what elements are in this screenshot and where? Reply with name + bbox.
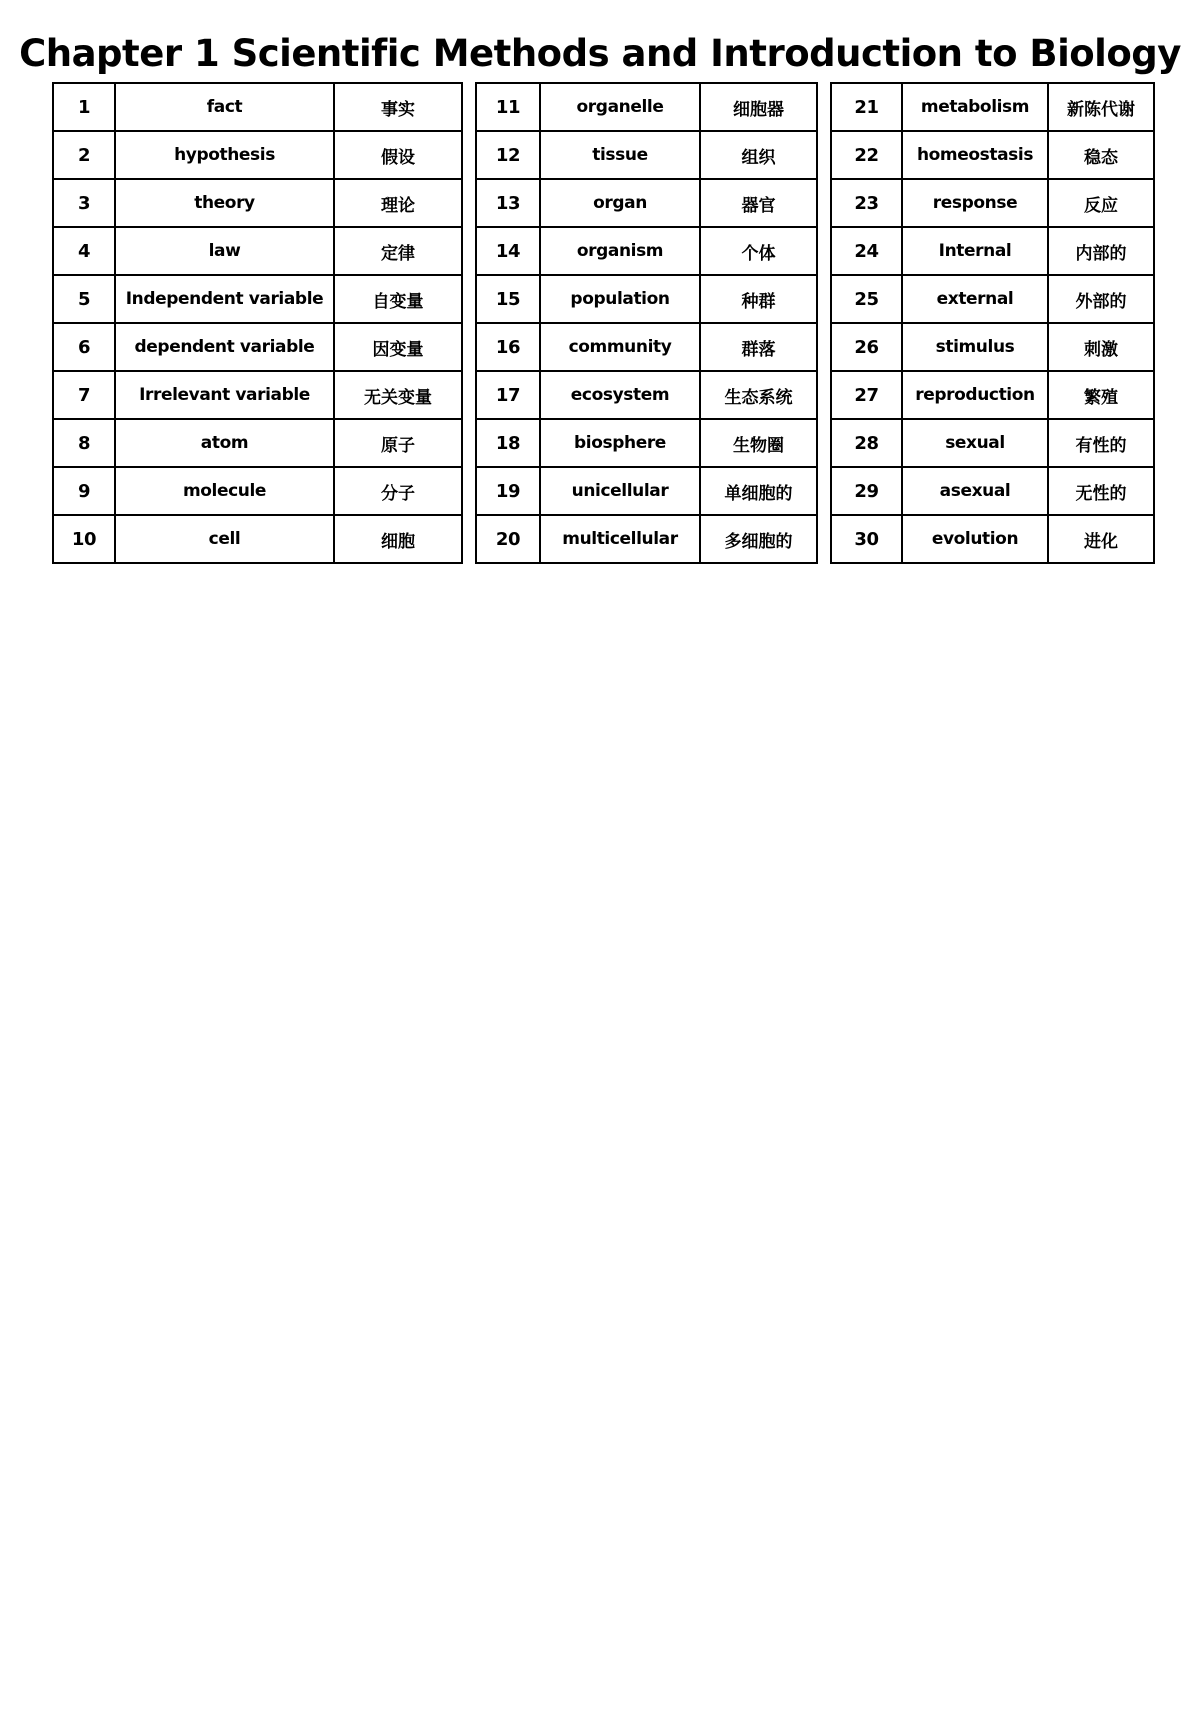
term-english: fact xyxy=(115,83,334,131)
term-number: 17 xyxy=(476,371,540,419)
table-row xyxy=(831,227,1154,275)
term-number: 22 xyxy=(831,131,902,179)
table-row xyxy=(53,179,462,227)
table-row xyxy=(53,323,462,371)
table-row xyxy=(476,467,817,515)
term-number: 24 xyxy=(831,227,902,275)
table-row xyxy=(53,131,462,179)
term-chinese: 假设 xyxy=(334,131,462,179)
term-number: 13 xyxy=(476,179,540,227)
term-number: 14 xyxy=(476,227,540,275)
vocab-table-body xyxy=(831,83,1154,563)
table-row xyxy=(53,371,462,419)
table-row xyxy=(476,323,817,371)
term-chinese: 定律 xyxy=(334,227,462,275)
term-english: dependent variable xyxy=(115,323,334,371)
table-row xyxy=(476,227,817,275)
term-english: population xyxy=(540,275,700,323)
term-chinese: 分子 xyxy=(334,467,462,515)
table-row xyxy=(476,515,817,563)
page-title: Chapter 1 Scientific Methods and Introduction to Biology xyxy=(19,32,1181,75)
table-row xyxy=(53,419,462,467)
term-chinese: 无关变量 xyxy=(334,371,462,419)
term-english: homeostasis xyxy=(902,131,1048,179)
term-number: 28 xyxy=(831,419,902,467)
term-chinese: 个体 xyxy=(700,227,817,275)
term-english: law xyxy=(115,227,334,275)
term-english: reproduction xyxy=(902,371,1048,419)
term-english: Internal xyxy=(902,227,1048,275)
term-english: multicellular xyxy=(540,515,700,563)
table-row xyxy=(831,515,1154,563)
term-number: 29 xyxy=(831,467,902,515)
term-english: Irrelevant variable xyxy=(115,371,334,419)
term-english: unicellular xyxy=(540,467,700,515)
term-chinese: 原子 xyxy=(334,419,462,467)
table-row xyxy=(831,419,1154,467)
table-row xyxy=(476,83,817,131)
term-english: sexual xyxy=(902,419,1048,467)
term-number: 25 xyxy=(831,275,902,323)
table-row xyxy=(53,227,462,275)
table-row xyxy=(53,275,462,323)
table-row xyxy=(831,179,1154,227)
table-row xyxy=(831,371,1154,419)
term-number: 3 xyxy=(53,179,115,227)
vocab-table-3 xyxy=(830,82,1155,564)
term-english: theory xyxy=(115,179,334,227)
term-chinese: 刺激 xyxy=(1048,323,1154,371)
term-number: 7 xyxy=(53,371,115,419)
term-number: 19 xyxy=(476,467,540,515)
term-english: evolution xyxy=(902,515,1048,563)
term-english: organelle xyxy=(540,83,700,131)
term-number: 11 xyxy=(476,83,540,131)
table-row xyxy=(476,131,817,179)
term-english: tissue xyxy=(540,131,700,179)
term-chinese: 稳态 xyxy=(1048,131,1154,179)
term-number: 1 xyxy=(53,83,115,131)
term-english: organ xyxy=(540,179,700,227)
term-chinese: 反应 xyxy=(1048,179,1154,227)
term-number: 12 xyxy=(476,131,540,179)
vocab-table-body xyxy=(476,83,817,563)
term-chinese: 生物圈 xyxy=(700,419,817,467)
table-row xyxy=(476,371,817,419)
vocab-table-1 xyxy=(52,82,463,564)
table-row xyxy=(53,467,462,515)
term-english: community xyxy=(540,323,700,371)
vocab-table-2 xyxy=(475,82,818,564)
term-english: asexual xyxy=(902,467,1048,515)
term-chinese: 繁殖 xyxy=(1048,371,1154,419)
term-english: metabolism xyxy=(902,83,1048,131)
term-number: 4 xyxy=(53,227,115,275)
term-chinese: 器官 xyxy=(700,179,817,227)
term-number: 9 xyxy=(53,467,115,515)
term-number: 20 xyxy=(476,515,540,563)
table-row xyxy=(53,515,462,563)
term-chinese: 细胞器 xyxy=(700,83,817,131)
term-number: 2 xyxy=(53,131,115,179)
term-number: 18 xyxy=(476,419,540,467)
term-number: 8 xyxy=(53,419,115,467)
term-chinese: 种群 xyxy=(700,275,817,323)
term-number: 16 xyxy=(476,323,540,371)
term-number: 15 xyxy=(476,275,540,323)
term-chinese: 新陈代谢 xyxy=(1048,83,1154,131)
term-english: organism xyxy=(540,227,700,275)
term-english: atom xyxy=(115,419,334,467)
term-chinese: 组织 xyxy=(700,131,817,179)
term-number: 21 xyxy=(831,83,902,131)
term-english: hypothesis xyxy=(115,131,334,179)
table-row xyxy=(831,83,1154,131)
table-row xyxy=(476,275,817,323)
term-english: stimulus xyxy=(902,323,1048,371)
table-row xyxy=(831,467,1154,515)
term-chinese: 单细胞的 xyxy=(700,467,817,515)
table-row xyxy=(831,323,1154,371)
term-chinese: 群落 xyxy=(700,323,817,371)
term-chinese: 生态系统 xyxy=(700,371,817,419)
table-row xyxy=(476,179,817,227)
term-chinese: 理论 xyxy=(334,179,462,227)
term-chinese: 无性的 xyxy=(1048,467,1154,515)
term-chinese: 事实 xyxy=(334,83,462,131)
term-chinese: 细胞 xyxy=(334,515,462,563)
term-chinese: 外部的 xyxy=(1048,275,1154,323)
term-chinese: 多细胞的 xyxy=(700,515,817,563)
table-row xyxy=(53,83,462,131)
term-chinese: 自变量 xyxy=(334,275,462,323)
term-chinese: 有性的 xyxy=(1048,419,1154,467)
term-number: 6 xyxy=(53,323,115,371)
table-row xyxy=(831,131,1154,179)
term-english: external xyxy=(902,275,1048,323)
term-english: molecule xyxy=(115,467,334,515)
term-english: cell xyxy=(115,515,334,563)
term-chinese: 内部的 xyxy=(1048,227,1154,275)
term-number: 10 xyxy=(53,515,115,563)
term-chinese: 进化 xyxy=(1048,515,1154,563)
term-english: ecosystem xyxy=(540,371,700,419)
term-number: 30 xyxy=(831,515,902,563)
term-number: 23 xyxy=(831,179,902,227)
term-english: Independent variable xyxy=(115,275,334,323)
term-english: response xyxy=(902,179,1048,227)
term-chinese: 因变量 xyxy=(334,323,462,371)
vocab-table-body xyxy=(53,83,462,563)
term-number: 27 xyxy=(831,371,902,419)
table-row xyxy=(476,419,817,467)
term-english: biosphere xyxy=(540,419,700,467)
term-number: 5 xyxy=(53,275,115,323)
term-number: 26 xyxy=(831,323,902,371)
table-row xyxy=(831,275,1154,323)
